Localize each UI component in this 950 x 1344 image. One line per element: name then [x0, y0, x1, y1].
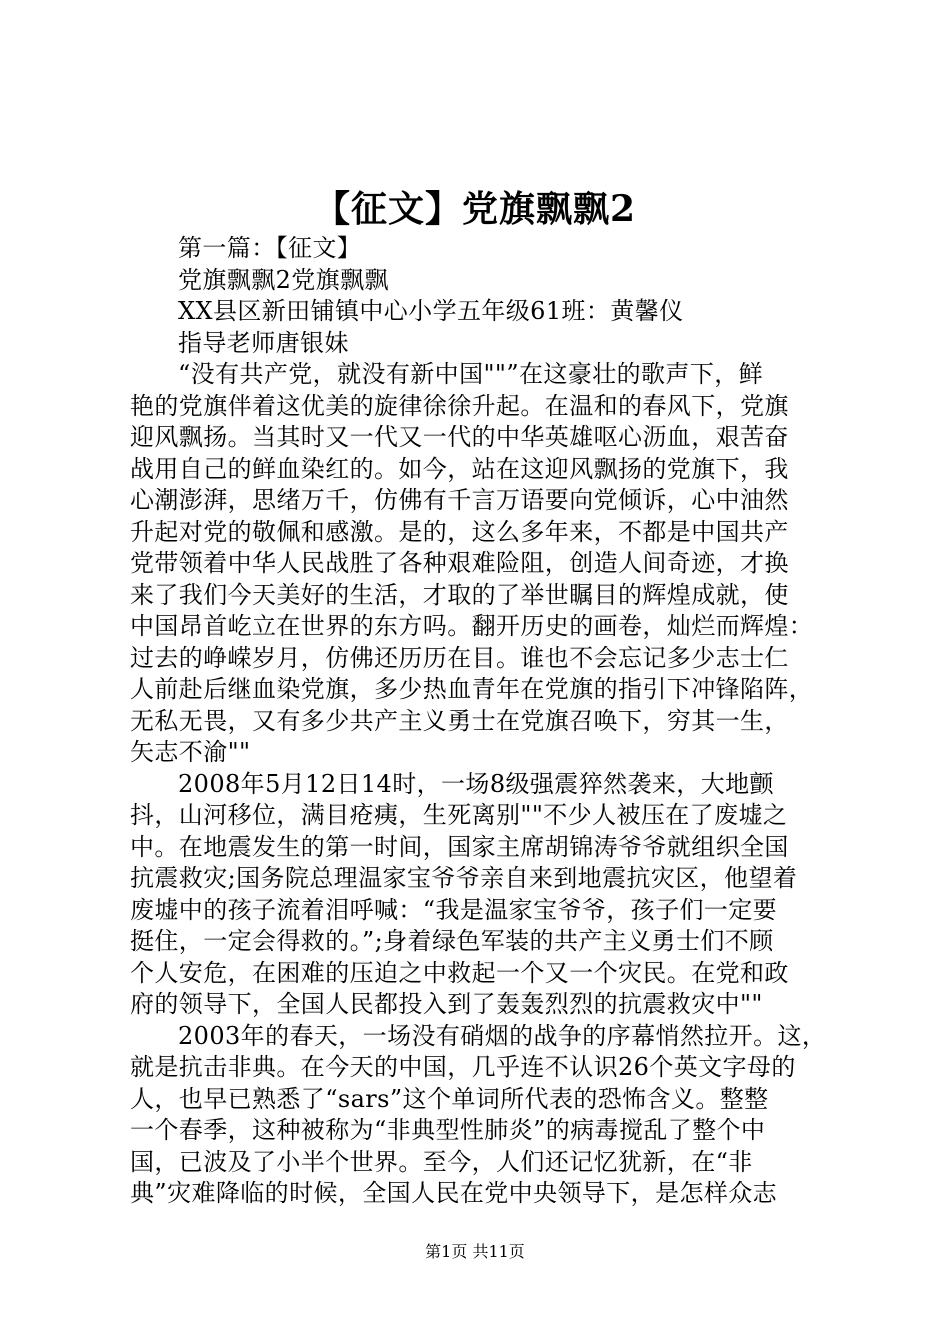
paragraph-2-line: 中。在地震发生的第一时间，国家主席胡锦涛爷爷就组织全国	[130, 832, 789, 861]
paragraph-3-line: 典”灾难降临的时候，全国人民在党中央领导下，是怎样众志	[130, 1179, 778, 1207]
essay-title-line: 党旗飘飘2党旗飘飘	[178, 265, 389, 294]
paragraph-2-line: 2008年5月12日14时，一场8级强震猝然袭来，大地颤	[178, 769, 774, 798]
paragraph-1-line: 党带领着中华人民战胜了各种艰难险阻，创造人间奇迹，才换	[130, 549, 789, 577]
paragraph-1-line: 战用自己的鲜血染红的。如今，站在这迎风飘扬的党旗下，我	[130, 454, 789, 483]
section-heading: 第一篇：【征文】	[178, 234, 362, 262]
author-line: XX县区新田铺镇中心小学五年级61班：黄馨仪	[178, 297, 684, 325]
paragraph-2-line: 废墟中的孩子流着泪呼喊：“我是温家宝爷爷，孩子们一定要	[130, 895, 778, 924]
paragraph-2-line: 挺住，一定会得救的。”;身着绿色军装的共产主义勇士们不顾	[130, 927, 774, 955]
paragraph-3-line: 就是抗击非典。在今天的中国，几乎连不认识26个英文字母的	[130, 1053, 796, 1081]
paragraph-2-line: 抗震救灾;国务院总理温家宝爷爷亲自来到地震抗灾区，他望着	[130, 864, 798, 892]
paragraph-3-line: 国，已波及了小半个世界。至今，人们还记忆犹新，在“非	[130, 1147, 753, 1176]
paragraph-1-line: 迎风飘扬。当其时又一代又一代的中华英雄呕心沥血，艰苦奋	[130, 423, 789, 451]
paragraph-2-line: 个人安危，在困难的压迫之中救起一个又一个灾民。在党和政	[130, 958, 789, 987]
paragraph-1-line: 艳的党旗伴着这优美的旋律徐徐升起。在温和的春风下，党旗	[130, 391, 789, 420]
page-number-footer: 第1页 共11页	[425, 1242, 525, 1261]
paragraph-1-line: 人前赴后继血染党旗，多少热血青年在党旗的指引下冲锋陷阵，	[130, 675, 814, 703]
paragraph-3-line: 2003年的春天，一场没有硝烟的战争的序幕悄然拉开。这，	[178, 1021, 827, 1050]
paragraph-1-line: 来了我们今天美好的生活，才取的了举世瞩目的辉煌成就，使	[130, 580, 789, 609]
paragraph-1-line: 矢志不渝""	[130, 738, 251, 766]
paragraph-1-line: 中国昂首屹立在世界的东方吗。翻开历史的画卷，灿烂而辉煌：	[130, 612, 814, 640]
paragraph-3-line: 一个春季，这种被称为“非典型性肺炎”的病毒搅乱了整个中	[130, 1116, 766, 1144]
paragraph-1-line: 心潮澎湃，思绪万千，仿佛有千言万语要向党倾诉，心中油然	[130, 486, 789, 514]
paragraph-1-line: “没有共产党，就没有新中国""”在这豪壮的歌声下，鲜	[178, 360, 764, 388]
paragraph-1-line: 升起对党的敬佩和感激。是的，这么多年来，不都是中国共产	[130, 517, 789, 546]
document-body	[130, 233, 830, 1210]
paragraph-1-line: 过去的峥嵘岁月，仿佛还历历在目。谁也不会忘记多少志士仁	[130, 643, 789, 672]
paragraph-1-line: 无私无畏，又有多少共产主义勇士在党旗召唤下，穷其一生，	[130, 706, 789, 735]
teacher-line: 指导老师唐银妹	[178, 328, 349, 357]
document-title: 【征文】党旗飘飘2	[313, 188, 637, 230]
paragraph-2-line: 府的领导下，全国人民都投入到了轰轰烈烈的抗震救灾中""	[130, 990, 763, 1018]
paragraph-2-line: 抖，山河移位，满目疮痍，生死离别""不少人被压在了废墟之	[130, 801, 788, 829]
paragraph-3-line: 人，也早已熟悉了“sars”这个单词所代表的恐怖含义。整整	[130, 1084, 769, 1113]
